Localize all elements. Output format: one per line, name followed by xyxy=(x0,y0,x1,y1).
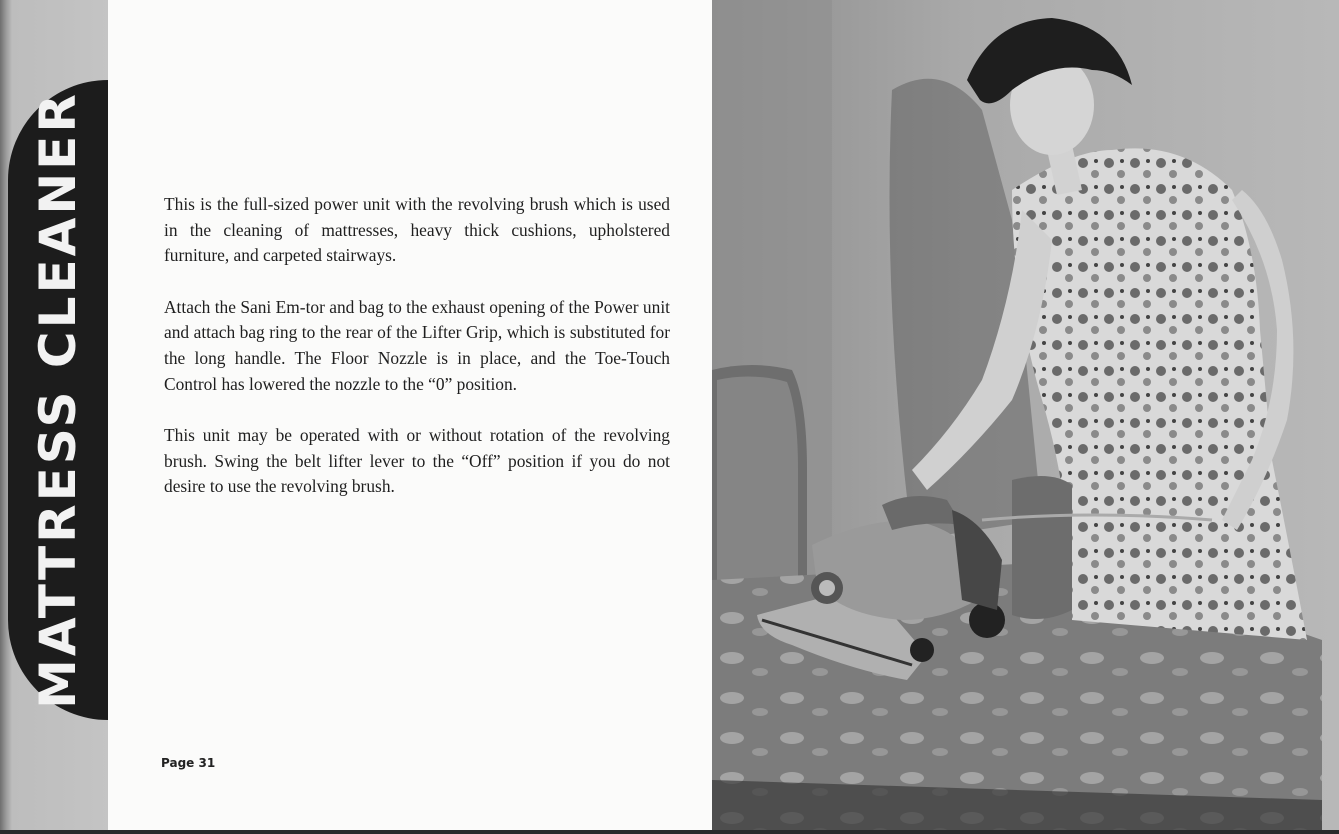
photo-woman-vacuuming-mattress xyxy=(712,0,1339,830)
text-page xyxy=(108,0,714,830)
paragraph-2: Attach the Sani Em-tor and bag to the exhaust opening of the Power unit and attach bag ring to the rear of the Lifter Grip, which is substituted for the long handle. The Floor Nozzle is in place, and the Toe-Touch Control has lowered the nozzle to the “0” position. xyxy=(164,296,670,394)
photo-illustration xyxy=(712,0,1339,830)
bottom-edge xyxy=(0,830,1339,834)
section-tab-label: MATTRESS CLEANER xyxy=(29,91,87,709)
paragraph-1: This is the full-sized power unit with the revolving brush which is used in the cleaning of mattresses, heavy thick cushions, upholstered furniture, and carpeted stairways. xyxy=(164,194,670,266)
paragraph-3: This unit may be operated with or without rotation of the revolving brush. Swing the belt lifter lever to the “Off” position if you do not desire to use the revolving brush. xyxy=(164,425,670,497)
body-text xyxy=(164,192,670,526)
page-number: Page 31 xyxy=(161,756,216,770)
section-tab-label-wrap xyxy=(8,80,108,720)
